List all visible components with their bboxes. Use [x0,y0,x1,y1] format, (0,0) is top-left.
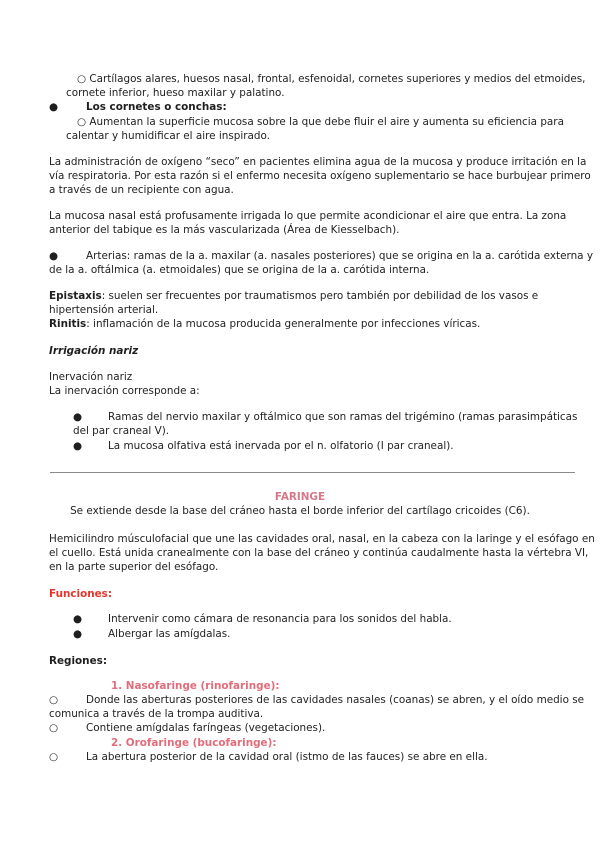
rinitis-line [49,317,480,331]
funciones-bullet-2: ● [73,628,83,640]
mucosa-paragraph-line-2: anterior del tabique es la más vascularizada (Área de Kiesselbach). [49,224,400,236]
funciones-item-1: Intervenir como cámara de resonancia para los sonidos del habla. [108,613,452,625]
regiones-heading: Regiones: [49,655,107,667]
faringe-description-line-1: Hemicilindro músculofacial que une las cavidades oral, nasal, en la cabeza con la laringe y el esófago en [49,533,595,545]
inervacion-bullet-2: ● [73,440,83,452]
inervacion-item-2: La mucosa olfativa está inervada por el n. olfatorio (I par craneal). [108,440,454,452]
section-divider [50,472,575,473]
cornetes-bullet: ● [49,101,59,113]
rinitis-definition: : inflamación de la mucosa producida generalmente por infecciones víricas. [86,318,481,330]
oxygen-paragraph-line-2: vía respiratoria. Por esta razón si el enfermo necesita oxígeno suplementario se hace burbujear primero [49,170,591,182]
irrigacion-heading: Irrigación nariz [49,345,139,357]
orofaringe-item-1: La abertura posterior de la cavidad oral (istmo de las fauces) se abre en ella. [86,751,488,763]
arterias-line-2: de la a. oftálmica (a. etmoidales) que se origina de la a. carótida interna. [49,264,430,276]
cornetes-title: Los cornetes o conchas: [86,101,227,113]
inervacion-item-1-line-1: Ramas del nervio maxilar y oftálmico que son ramas del trigémino (ramas parasimpáticas [108,411,578,423]
arterias-bullet: ● [49,250,59,262]
faringe-title: FARINGE [274,491,326,503]
nasofaringe-circle-2: ○ [49,722,59,734]
epistaxis-definition: : suelen ser frecuentes por traumatismos pero también por debilidad de los vasos e [101,290,539,302]
funciones-item-2: Albergar las amígdalas. [108,628,231,640]
cornetes-desc-line-2: calentar y humidificar el aire inspirado. [66,130,270,142]
oxygen-paragraph-line-1: La administración de oxígeno “seco” en pacientes elimina agua de la mucosa y produce irritación en la [49,156,587,168]
inervacion-bullet-1: ● [73,411,83,423]
funciones-bullet-1: ● [73,613,83,625]
nasofaringe-item-1-line-1: Donde las aberturas posteriores de las cavidades nasales (coanas) se abren, y el oído medio se [86,694,585,706]
faringe-description-line-3: en la parte superior del esófago. [49,561,219,573]
inervacion-intro: La inervación corresponde a: [49,385,200,397]
nasofaringe-title: 1. Nasofaringe (rinofaringe): [111,680,280,692]
epistaxis-term: Epistaxis [49,290,102,302]
cartilagos-line-1: ○ Cartílagos alares, huesos nasal, frontal, esfenoidal, cornetes superiores y medios del etmoides, [77,73,586,85]
cornetes-desc-line-1: ○ Aumentan la superficie mucosa sobre la que debe fluir el aire y aumenta su eficiencia para [77,116,564,128]
nasofaringe-item-2: Contiene amígdalas faríngeas (vegetaciones). [86,722,326,734]
arterias-line-1: Arterias: ramas de la a. maxilar (a. nasales posteriores) que se origina en la a. carótida externa y [86,250,593,262]
cartilagos-line-2: cornete inferior, hueso maxilar y palatino. [66,87,285,99]
oxygen-paragraph-line-3: a través de un recipiente con agua. [49,184,234,196]
funciones-heading: Funciones: [49,588,113,600]
epistaxis-line-1 [49,289,538,303]
orofaringe-circle-1: ○ [49,751,59,763]
rinitis-term: Rinitis [49,318,87,330]
nasofaringe-item-1-line-2: comunica a través de la trompa auditiva. [49,708,264,720]
orofaringe-title: 2. Orofaringe (bucofaringe): [111,737,277,749]
inervacion-item-1-line-2: del par craneal V). [73,425,170,437]
faringe-description-line-2: el cuello. Está unida cranealmente con la base del cráneo y continúa caudalmente hasta la vértebra VI, [49,547,589,559]
inervacion-heading: Inervación nariz [49,371,133,383]
faringe-subtitle: Se extiende desde la base del cráneo hasta el borde inferior del cartílago cricoides (C6). [70,505,530,517]
epistaxis-line-2: hipertensión arterial. [49,304,159,316]
mucosa-paragraph-line-1: La mucosa nasal está profusamente irrigada lo que permite acondicionar el aire que entra. La zona [49,210,567,222]
nasofaringe-circle-1: ○ [49,694,59,706]
